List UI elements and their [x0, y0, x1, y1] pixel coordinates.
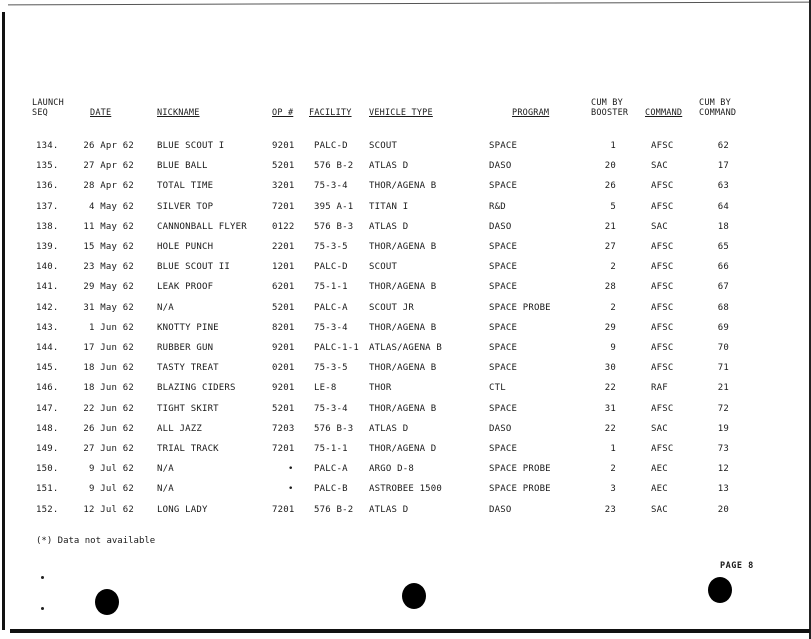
cell-cum-booster: 1 [610, 141, 616, 151]
cell-command: SAC [651, 504, 668, 515]
header-vehicle-type: VEHICLE TYPE [369, 108, 433, 118]
cell-cum-command: 19 [717, 423, 729, 434]
cell-nickname: LONG LADY [157, 504, 208, 515]
header-facility: FACILITY [309, 108, 352, 118]
cell-facility: PALC-D [314, 141, 348, 151]
cell-program: SPACE PROBE [489, 302, 551, 313]
cell-cum-command: 65 [717, 242, 729, 252]
cell-seq: 137. [36, 201, 59, 212]
header-date: DATE [90, 108, 112, 118]
cell-nickname: KNOTTY PINE [157, 322, 219, 333]
cell-nickname: TIGHT SKIRT [157, 403, 219, 414]
cell-program: DASO [489, 504, 512, 515]
cell-date: 12 Jul 62 [83, 504, 134, 515]
cell-nickname: BLUE SCOUT II [157, 262, 231, 273]
header-op: OP # [272, 108, 294, 118]
cell-op: 8201 [272, 322, 295, 333]
cell-program: SPACE PROBE [489, 484, 551, 495]
header-command: COMMAND [645, 108, 683, 118]
cell-program: R&D [489, 201, 506, 212]
cell-vehicle-type: ATLAS/AGENA B [369, 343, 443, 353]
footnote: (*) Data not available [36, 536, 156, 546]
cell-facility: 395 A-1 [314, 201, 354, 212]
cell-program: CTL [489, 383, 506, 394]
cell-vehicle-type: ATLAS D [369, 423, 409, 434]
cell-cum-command: 69 [717, 322, 729, 333]
cell-op: 2201 [272, 242, 295, 252]
table-row [0, 261, 811, 281]
cell-date: 27 Apr 62 [83, 161, 134, 172]
cell-seq: 139. [36, 242, 59, 252]
page-edge-bottom [10, 629, 810, 633]
cell-cum-booster: 21 [604, 221, 616, 232]
cell-seq: 144. [36, 343, 59, 353]
cell-seq: 148. [36, 423, 59, 434]
cell-command: AFSC [651, 201, 674, 212]
cell-nickname: TRIAL TRACK [157, 444, 219, 454]
table-row [0, 463, 811, 483]
header-cum-booster: CUM BY BOOSTER [591, 98, 629, 118]
cell-seq: 143. [36, 322, 59, 333]
cell-vehicle-type: TITAN I [369, 201, 409, 212]
cell-command: AFSC [651, 282, 674, 293]
table-row [0, 180, 811, 200]
cell-cum-booster: 1 [610, 444, 616, 454]
table-row [0, 403, 811, 423]
cell-op: 1201 [272, 262, 295, 273]
cell-cum-command: 20 [717, 504, 729, 515]
cell-program: SPACE [489, 403, 518, 414]
cell-vehicle-type: ATLAS D [369, 221, 409, 232]
cell-vehicle-type: ASTROBEE 1500 [369, 484, 443, 495]
cell-program: SPACE [489, 343, 518, 353]
cell-cum-booster: 29 [604, 322, 616, 333]
cell-cum-booster: 22 [604, 383, 616, 394]
cell-vehicle-type: THOR/AGENA D [369, 444, 437, 454]
page-number: PAGE 8 [720, 561, 754, 571]
cell-op: 5201 [272, 161, 295, 172]
cell-op: 6201 [272, 282, 295, 293]
cell-command: AFSC [651, 343, 674, 353]
table-row [0, 160, 811, 180]
cell-cum-command: 12 [717, 464, 729, 475]
cell-vehicle-type: THOR/AGENA B [369, 363, 437, 374]
table-row [0, 342, 811, 362]
cell-cum-booster: 2 [610, 464, 616, 475]
cell-op: 9201 [272, 141, 295, 151]
cell-vehicle-type: ATLAS D [369, 161, 409, 172]
cell-date: 27 Jun 62 [83, 444, 134, 454]
cell-cum-command: 13 [717, 484, 729, 495]
cell-nickname: N/A [157, 464, 174, 475]
cell-facility: 75-1-1 [314, 444, 348, 454]
cell-program: SPACE [489, 363, 518, 374]
cell-seq: 141. [36, 282, 59, 293]
cell-cum-command: 70 [717, 343, 729, 353]
cell-nickname: CANNONBALL FLYER [157, 221, 247, 232]
cell-seq: 135. [36, 161, 59, 172]
table-row [0, 201, 811, 221]
cell-nickname: N/A [157, 484, 174, 495]
cell-cum-command: 73 [717, 444, 729, 454]
cell-date: 11 May 62 [83, 221, 134, 232]
cell-cum-command: 66 [717, 262, 729, 273]
cell-op: 3201 [272, 181, 295, 192]
cell-nickname: HOLE PUNCH [157, 242, 214, 252]
header-cum-command: CUM BY COMMAND [699, 98, 737, 118]
cell-cum-booster: 22 [604, 423, 616, 434]
binder-hole-right [708, 577, 732, 603]
cell-facility: PALC-B [314, 484, 348, 495]
cell-cum-command: 72 [717, 403, 729, 414]
cell-op: 7203 [272, 423, 295, 434]
cell-cum-booster: 28 [604, 282, 616, 293]
cell-cum-booster: 26 [604, 181, 616, 192]
table-row [0, 241, 811, 261]
cell-facility: PALC-1-1 [314, 343, 359, 353]
cell-vehicle-type: SCOUT [369, 262, 398, 273]
cell-vehicle-type: THOR/AGENA B [369, 322, 437, 333]
cell-vehicle-type: ATLAS D [369, 504, 409, 515]
cell-seq: 152. [36, 504, 59, 515]
cell-date: 9 Jul 62 [89, 484, 134, 495]
cell-nickname: BLUE BALL [157, 161, 208, 172]
table-row [0, 483, 811, 503]
cell-date: 9 Jul 62 [89, 464, 134, 475]
cell-cum-booster: 30 [604, 363, 616, 374]
cell-facility: 75-3-4 [314, 322, 348, 333]
cell-program: DASO [489, 161, 512, 172]
cell-program: SPACE [489, 141, 518, 151]
cell-op: 9201 [272, 383, 295, 394]
cell-seq: 150. [36, 464, 59, 475]
cell-seq: 142. [36, 302, 59, 313]
cell-op: 0201 [272, 363, 295, 374]
cell-cum-booster: 5 [610, 201, 616, 212]
cell-nickname: RUBBER GUN [157, 343, 214, 353]
cell-facility: PALC-D [314, 262, 348, 273]
cell-facility: 75-3-4 [314, 403, 348, 414]
cell-facility: 75-1-1 [314, 282, 348, 293]
speck [41, 576, 44, 579]
cell-date: 31 May 62 [83, 302, 134, 313]
cell-vehicle-type: THOR/AGENA B [369, 181, 437, 192]
cell-nickname: BLUE SCOUT I [157, 141, 225, 151]
cell-cum-command: 17 [717, 161, 729, 172]
cell-cum-booster: 27 [604, 242, 616, 252]
cell-vehicle-type: SCOUT [369, 141, 398, 151]
cell-date: 29 May 62 [83, 282, 134, 293]
cell-nickname: ALL JAZZ [157, 423, 202, 434]
cell-cum-command: 71 [717, 363, 729, 374]
cell-seq: 151. [36, 484, 59, 495]
page-edge-top [8, 2, 811, 6]
cell-date: 15 May 62 [83, 242, 134, 252]
cell-cum-booster: 3 [610, 484, 616, 495]
cell-command: AFSC [651, 302, 674, 313]
cell-seq: 145. [36, 363, 59, 374]
cell-facility: 75-3-5 [314, 242, 348, 252]
cell-command: AFSC [651, 444, 674, 454]
table-row [0, 221, 811, 241]
cell-vehicle-type: THOR/AGENA B [369, 403, 437, 414]
cell-nickname: LEAK PROOF [157, 282, 214, 293]
cell-op: 9201 [272, 343, 295, 353]
cell-command: SAC [651, 221, 668, 232]
cell-facility: PALC-A [314, 302, 348, 313]
cell-date: 18 Jun 62 [83, 383, 134, 394]
cell-vehicle-type: THOR/AGENA B [369, 282, 437, 293]
cell-seq: 140. [36, 262, 59, 273]
cell-facility: PALC-A [314, 464, 348, 475]
cell-command: SAC [651, 423, 668, 434]
cell-program: DASO [489, 423, 512, 434]
cell-facility: 576 B-2 [314, 161, 354, 172]
cell-seq: 146. [36, 383, 59, 394]
cell-date: 26 Apr 62 [83, 141, 134, 151]
cell-program: SPACE [489, 262, 518, 273]
cell-seq: 136. [36, 181, 59, 192]
cell-cum-booster: 31 [604, 403, 616, 414]
cell-command: AEC [651, 464, 668, 475]
cell-nickname: TASTY TREAT [157, 363, 219, 374]
cell-command: SAC [651, 161, 668, 172]
cell-command: AFSC [651, 363, 674, 374]
table-row [0, 443, 811, 463]
cell-nickname: BLAZING CIDERS [157, 383, 236, 394]
cell-seq: 147. [36, 403, 59, 414]
cell-cum-booster: 2 [610, 262, 616, 273]
table-row [0, 423, 811, 443]
cell-seq: 149. [36, 444, 59, 454]
header-launch-seq [32, 98, 64, 118]
cell-command: AFSC [651, 181, 674, 192]
cell-op: 7201 [272, 444, 295, 454]
cell-command: AFSC [651, 141, 674, 151]
cell-command: AFSC [651, 322, 674, 333]
table-row [0, 140, 811, 160]
cell-op: • [288, 484, 294, 495]
cell-cum-command: 18 [717, 221, 729, 232]
cell-date: 22 Jun 62 [83, 403, 134, 414]
cell-program: SPACE PROBE [489, 464, 551, 475]
binder-hole-left [95, 589, 119, 615]
cell-seq: 134. [36, 141, 59, 151]
header-program: PROGRAM [512, 108, 550, 118]
cell-cum-booster: 2 [610, 302, 616, 313]
table-row [0, 382, 811, 402]
cell-facility: LE-8 [314, 383, 337, 394]
cell-facility: 75-3-5 [314, 363, 348, 374]
cell-date: 28 Apr 62 [83, 181, 134, 192]
speck [41, 607, 44, 610]
table-row [0, 302, 811, 322]
cell-program: SPACE [489, 444, 518, 454]
binder-hole-center [402, 583, 426, 609]
cell-program: SPACE [489, 181, 518, 192]
cell-vehicle-type: THOR/AGENA B [369, 242, 437, 252]
cell-cum-booster: 9 [610, 343, 616, 353]
cell-vehicle-type: ARGO D-8 [369, 464, 414, 475]
cell-vehicle-type: SCOUT JR [369, 302, 414, 313]
cell-program: SPACE [489, 242, 518, 252]
cell-program: DASO [489, 221, 512, 232]
table-row [0, 504, 811, 524]
cell-op: 7201 [272, 504, 295, 515]
cell-op: 0122 [272, 221, 295, 232]
cell-command: AFSC [651, 242, 674, 252]
cell-command: AEC [651, 484, 668, 495]
cell-date: 23 May 62 [83, 262, 134, 273]
cell-program: SPACE [489, 282, 518, 293]
cell-op: 5201 [272, 403, 295, 414]
cell-cum-booster: 20 [604, 161, 616, 172]
cell-cum-booster: 23 [604, 504, 616, 515]
cell-date: 26 Jun 62 [83, 423, 134, 434]
cell-cum-command: 21 [717, 383, 729, 394]
cell-date: 18 Jun 62 [83, 363, 134, 374]
cell-op: 5201 [272, 302, 295, 313]
header-launch-seq-text: LAUNCH SEQ [32, 98, 64, 118]
cell-nickname: TOTAL TIME [157, 181, 214, 192]
cell-facility: 75-3-4 [314, 181, 348, 192]
cell-op: • [288, 464, 294, 475]
cell-nickname: N/A [157, 302, 174, 313]
cell-date: 17 Jun 62 [83, 343, 134, 353]
cell-seq: 138. [36, 221, 59, 232]
cell-vehicle-type: THOR [369, 383, 392, 394]
cell-date: 1 Jun 62 [89, 322, 134, 333]
cell-facility: 576 B-2 [314, 504, 354, 515]
cell-op: 7201 [272, 201, 295, 212]
cell-program: SPACE [489, 322, 518, 333]
cell-cum-command: 64 [717, 201, 729, 212]
cell-command: AFSC [651, 403, 674, 414]
cell-facility: 576 B-3 [314, 423, 354, 434]
table-row [0, 281, 811, 301]
cell-date: 4 May 62 [89, 201, 134, 212]
cell-cum-command: 68 [717, 302, 729, 313]
cell-command: RAF [651, 383, 668, 394]
table-row [0, 362, 811, 382]
cell-nickname: SILVER TOP [157, 201, 214, 212]
table-row [0, 322, 811, 342]
cell-cum-command: 67 [717, 282, 729, 293]
header-nickname: NICKNAME [157, 108, 200, 118]
cell-cum-command: 62 [717, 141, 729, 151]
cell-cum-command: 63 [717, 181, 729, 192]
cell-facility: 576 B-3 [314, 221, 354, 232]
cell-command: AFSC [651, 262, 674, 273]
